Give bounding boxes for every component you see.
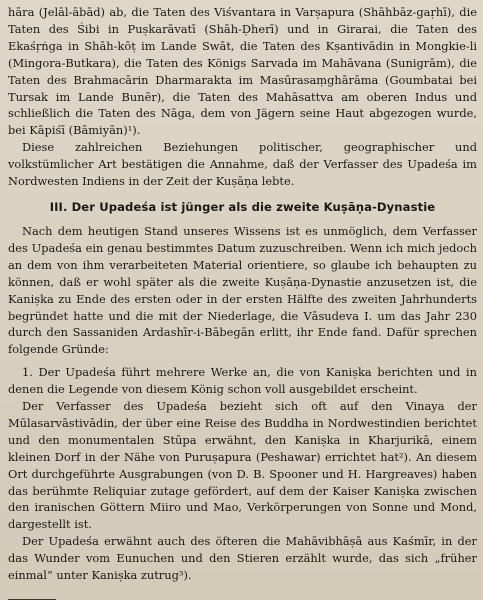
paragraph-continuation: hāra (Jelāl-ābād) ab, die Taten des Viśvantara in Varṣapura (Shāhbāz-gaṛhī), die Taten des Śibi in Puṣkarāvatī (Shāh-Ḍherī) und in Girarai, die Taten des Ekaśṛṅga in Shāh-kōṭ im Lande Swāt, die Taten des Kṣantivādin in Mongkie-li (Mingora-Butkara), die Taten des Königs Sarvada im Mahāvana (Sunigrām), die Taten des Brahmacārin Dharmarakta im Masūrasaṃghārāma (Goumbatai bei Tursak im Lande Bunēr), die Taten des Mahāsattva am oberen Indus und schließlich die Taten des Nāga, dem von Jägern seine Haut abgezogen wurde, bei Kāpiśī (Bāmiyān)¹). bbox=[8, 5, 477, 138]
section-heading: III. Der Upadeśa ist jünger als die zweite Kuṣāṇa-Dynastie bbox=[49, 199, 436, 214]
paragraph-mahavibhasa: Der Upadeśa erwähnt auch des öfteren die Mahāvibhāṣā aus Kaśmīr, in der das Wunder vom Eunuchen und den Stieren erzählt wurde, das sich „früher einmal“ unter Kaniṣka zutrug³). bbox=[8, 534, 477, 583]
paragraph-point-one: 1. Der Upadeśa führt mehrere Werke an, die von Kaniṣka berichten und in denen die Legende von diesem König schon voll ausgebildet erscheint. bbox=[8, 365, 477, 397]
paragraph-summary: Diese zahlreichen Beziehungen politischer, geographischer und volkstümlicher Art bestätigen die Annahme, daß der Verfasser des Upadeśa im Nordwesten Indiens in der Zeit der Kuṣāṇa lebte. bbox=[8, 140, 477, 189]
paragraph-intro: Nach dem heutigen Stand unseres Wissens ist es unmöglich, dem Verfasser des Upadeśa ein genau bestimmtes Datum zuzuschreiben. Wenn ich mich jedoch an dem von ihm verarbeiteten Material orientiere, so glaube ich behaupten zu können, daß er wohl später als die zweite Kuṣāṇa-Dynastie anzusetzen ist, die Kaniṣka zu Ende des ersten oder in der ersten Hälfte des zweiten Jahrhunderts begründet hatte und die mit der Niederlage, die Vāsudeva I. um das Jahr 230 durch den Sassaniden Ardashīr-i-Bābegān erlitt, ihr Ende fand. Dafür sprechen folgende Gründe: bbox=[8, 223, 477, 357]
paragraph-vinaya: Der Verfasser des Upadeśa bezieht sich oft auf den Vinaya der Mūlasarvāstivādin, der über eine Reise des Buddha in Nordwestindien berichtet und den monumentalen Stūpa erwähnt, den Kaniṣka in Kharjurikā, einem kleinen Dorf in der Nähe von Puruṣapura (Peshawar) errichtet hat²). An diesem Ort durchgeführte Ausgrabungen (von D. B. Spooner und H. Hargreaves) haben das berühmte Reliquiar zutage gefördert, auf dem der Kaiser Kaniṣka zwischen den iranischen Göttern Miiro und Mao, Verkörperungen von Sonne und Mond, dargestellt ist. bbox=[8, 399, 477, 532]
